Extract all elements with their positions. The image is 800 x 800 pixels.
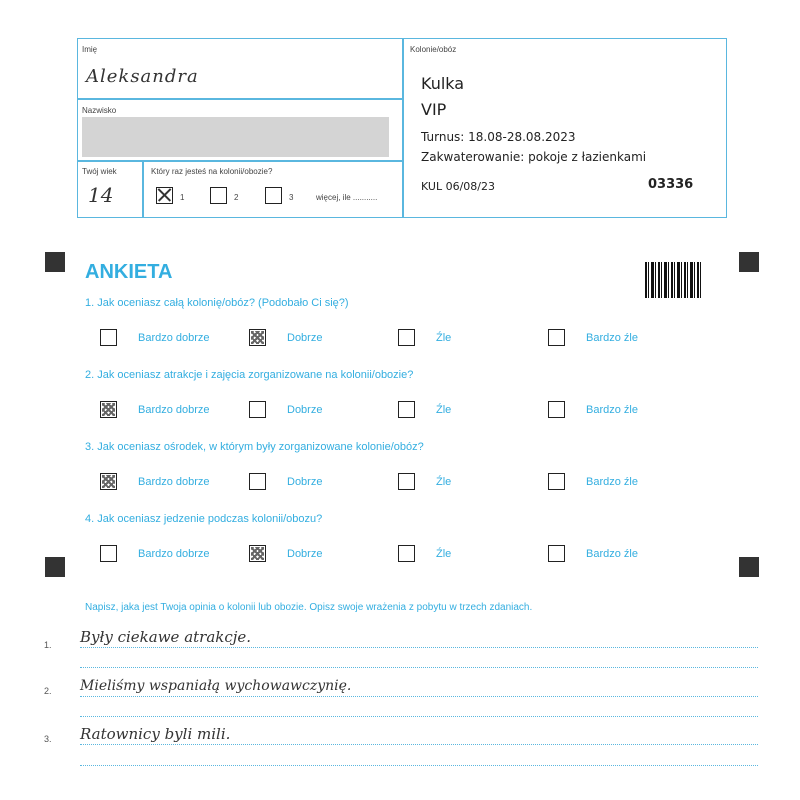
answer-number: 1. <box>44 640 52 650</box>
q3-checkbox-1[interactable] <box>100 473 117 490</box>
accommodation: Zakwaterowanie: pokoje z łazienkami <box>421 150 647 164</box>
q4-checkbox-1[interactable] <box>100 545 117 562</box>
answer-line <box>80 667 758 668</box>
q4-option-label: Źle <box>436 548 452 560</box>
q3-checkbox-2[interactable] <box>249 473 266 490</box>
answer-line <box>80 696 758 697</box>
header-col-line <box>142 160 144 218</box>
q2-option-label: Bardzo źle <box>586 404 638 416</box>
answer-line <box>80 716 758 717</box>
q4-checkbox-4[interactable] <box>548 545 565 562</box>
age-value[interactable]: 14 <box>88 183 114 207</box>
answer-line <box>80 647 758 648</box>
times-more: więcej, ile ........... <box>316 193 378 202</box>
surname-redacted <box>82 117 389 157</box>
q2-checkbox-4[interactable] <box>548 401 565 418</box>
q3-checkbox-3[interactable] <box>398 473 415 490</box>
registration-mark <box>739 252 759 272</box>
opinion-prompt: Napisz, jaka jest Twoja opinia o kolonii lub obozie. Opisz swoje wrażenia z pobytu w trzech zdaniach. <box>85 602 533 613</box>
q3-option-label: Źle <box>436 476 452 488</box>
question-1: 1. Jak oceniasz całą kolonię/obóz? (Podobało Ci się?) <box>85 297 349 309</box>
header-row-line <box>77 98 402 100</box>
times-checkbox-3[interactable] <box>265 187 282 204</box>
question-4: 4. Jak oceniasz jedzenie podczas kolonii/obozu? <box>85 513 323 525</box>
q3-option-label: Dobrze <box>287 476 323 488</box>
answer-number: 2. <box>44 686 52 696</box>
surname-label: Nazwisko <box>82 106 117 115</box>
q4-checkbox-3[interactable] <box>398 545 415 562</box>
q4-option-label: Bardzo źle <box>586 548 638 560</box>
question-3: 3. Jak oceniasz ośrodek, w którym były zorganizowane kolonie/obóz? <box>85 441 424 453</box>
times-label: Który raz jesteś na kolonii/obozie? <box>151 167 273 176</box>
registration-mark <box>45 557 65 577</box>
q2-option-label: Dobrze <box>287 404 323 416</box>
q1-checkbox-4[interactable] <box>548 329 565 346</box>
answer-text-1[interactable]: Były ciekawe atrakcje. <box>80 628 252 646</box>
answer-line <box>80 765 758 766</box>
camp-code: KUL 06/08/23 <box>421 180 495 193</box>
registration-mark <box>45 252 65 272</box>
q1-checkbox-2[interactable] <box>249 329 266 346</box>
times-checkbox-2[interactable] <box>210 187 227 204</box>
answer-text-2[interactable]: Mieliśmy wspaniałą wychowawczynię. <box>80 678 352 694</box>
header-divider <box>402 38 404 218</box>
q3-checkbox-4[interactable] <box>548 473 565 490</box>
q1-option-label: Dobrze <box>287 332 323 344</box>
times-option-3: 3 <box>289 193 294 202</box>
times-option-1: 1 <box>180 193 185 202</box>
times-checkbox-1[interactable] <box>156 187 173 204</box>
q2-checkbox-3[interactable] <box>398 401 415 418</box>
question-2: 2. Jak oceniasz atrakcje i zajęcia zorganizowane na kolonii/obozie? <box>85 369 414 381</box>
answer-line <box>80 744 758 745</box>
q2-checkbox-2[interactable] <box>249 401 266 418</box>
q2-checkbox-1[interactable] <box>100 401 117 418</box>
form-number: 03336 <box>648 177 694 192</box>
camp-name: Kulka <box>421 74 465 93</box>
q3-option-label: Bardzo źle <box>586 476 638 488</box>
camp-label: Kolonie/obóz <box>410 45 457 54</box>
header-row-line <box>77 160 402 162</box>
camp-type: VIP <box>421 100 447 119</box>
q4-option-label: Dobrze <box>287 548 323 560</box>
q3-option-label: Bardzo dobrze <box>138 476 210 488</box>
name-value[interactable]: Aleksandra <box>86 66 199 87</box>
q1-option-label: Bardzo dobrze <box>138 332 210 344</box>
registration-mark <box>739 557 759 577</box>
barcode <box>645 262 701 298</box>
q1-checkbox-1[interactable] <box>100 329 117 346</box>
q4-option-label: Bardzo dobrze <box>138 548 210 560</box>
times-option-2: 2 <box>234 193 239 202</box>
q1-option-label: Źle <box>436 332 452 344</box>
age-label: Twój wiek <box>82 167 117 176</box>
answer-number: 3. <box>44 734 52 744</box>
q2-option-label: Źle <box>436 404 452 416</box>
q1-checkbox-3[interactable] <box>398 329 415 346</box>
name-label: Imię <box>82 45 98 54</box>
q4-checkbox-2[interactable] <box>249 545 266 562</box>
turnus: Turnus: 18.08-28.08.2023 <box>421 130 576 144</box>
q2-option-label: Bardzo dobrze <box>138 404 210 416</box>
survey-title: ANKIETA <box>85 261 173 283</box>
answer-text-3[interactable]: Ratownicy byli mili. <box>80 725 231 743</box>
q1-option-label: Bardzo źle <box>586 332 638 344</box>
